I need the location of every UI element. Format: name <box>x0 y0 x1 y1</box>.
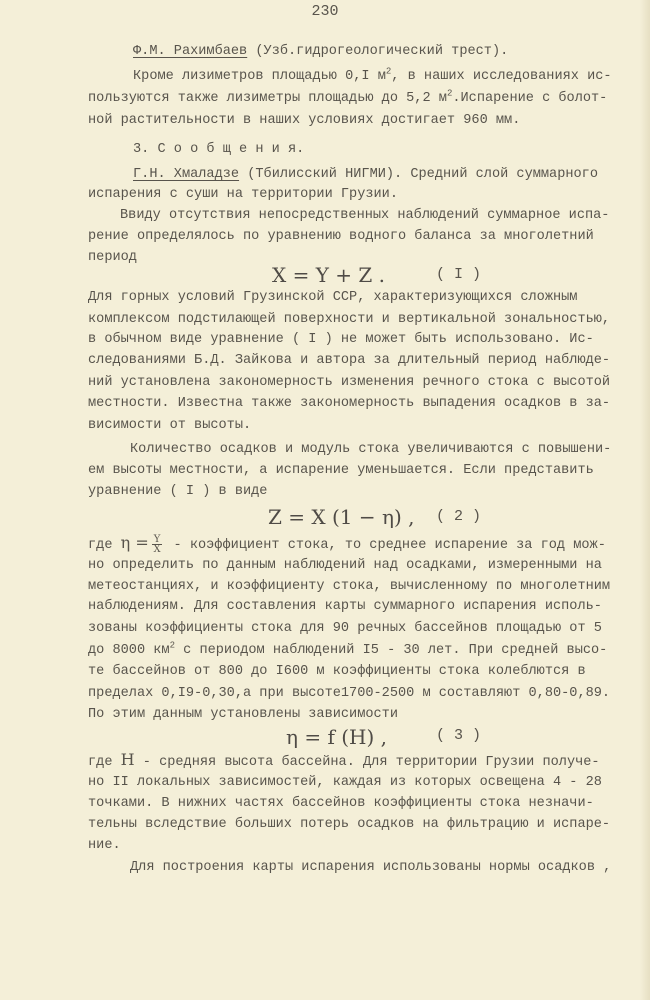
text-line: Для горных условий Грузинской ССР, характеризующихся сложным <box>88 290 578 305</box>
text-line: метеостанциях, и коэффициенту стока, вычисленному по многолетним <box>88 579 611 594</box>
text-line <box>88 535 606 553</box>
text-fragment: .Испарение с болот- <box>452 91 608 106</box>
text-line: но II локальных зависимостей, каждая из которых освещена 4 - 28 <box>88 775 602 790</box>
report-title: (Тбилисский НИГМИ). Средний слой суммарного <box>239 167 598 182</box>
text-line <box>88 642 607 660</box>
text-line: испарения с суши на территории Грузии. <box>88 187 398 202</box>
text-line: рение определялось по уравнению водного баланса за многолетний <box>88 229 594 244</box>
text-fragment: Кроме лизиметров площадью 0,I м <box>133 69 386 84</box>
text-line: пределах 0,I9-0,30,а при высоте1700-2500 м составляют 0,80-0,89. <box>88 686 611 701</box>
text-line: точками. В нижних частях бассейнов коэффициенты стока незначи- <box>88 796 594 811</box>
text-fragment: где <box>88 755 113 770</box>
text-fragment: где <box>88 538 113 554</box>
text-line: уравнение ( I ) в виде <box>88 484 268 499</box>
text-line: ной растительности в наших условиях достигает 960 мм. <box>88 113 521 128</box>
text-line: но определить по данным наблюдений над осадками, измеренными на <box>88 558 602 573</box>
text-line: те бассейнов от 800 до I600 м коэффициенты стока колеблются в <box>88 664 586 679</box>
author-name: Ф.М. Рахимбаев <box>133 44 248 59</box>
eta-symbol: η = <box>120 533 149 553</box>
formula-2: Z = X (1 − η) , <box>268 505 415 529</box>
text-line: в обычном виде уравнение ( I ) не может быть использовано. Ис- <box>88 332 594 347</box>
text-line: местности. Известна также закономерность выпадения осадков в за- <box>88 396 611 411</box>
text-fragment: - коэффициент стока, то среднее испарение за год мож- <box>173 538 606 554</box>
text-fragment: - средняя высота бассейна. Для территории Грузии получе- <box>134 755 600 770</box>
text-line: комплексом подстилающей поверхности и вертикальной зональностью, <box>88 312 611 327</box>
superscript: 2 <box>385 66 392 77</box>
affiliation: (Узб.гидрогеологический трест). <box>247 44 509 59</box>
report-heading-rakhimbaev <box>133 43 508 61</box>
formula-1-number: ( I ) <box>436 266 482 283</box>
report-heading-khmaladze <box>133 166 598 184</box>
page-edge-shadow <box>640 0 650 1000</box>
formula-3-number: ( 3 ) <box>436 727 482 744</box>
formula-3: η = f (H) , <box>286 725 387 749</box>
text-line: ний установлена закономерность изменения речного стока с высотой <box>88 375 611 390</box>
text-line: Для построения карты испарения использованы нормы осадков , <box>130 860 612 875</box>
fraction-numerator: Y <box>153 534 161 545</box>
formula-2-number: ( 2 ) <box>436 508 482 525</box>
text-line: зованы коэффициенты стока для 90 речных бассейнов площадью от 5 <box>88 621 602 636</box>
page-number: 230 <box>311 3 339 20</box>
text-line: период <box>88 250 137 265</box>
fraction-denominator: X <box>153 544 161 555</box>
text-line: Ввиду отсутствия непосредственных наблюдений суммарное испа- <box>120 208 610 223</box>
text-line: ние. <box>88 838 121 853</box>
formula-1: X = Y + Z . <box>272 263 385 287</box>
text-line: Количество осадков и модуль стока увеличиваются с повышени- <box>130 442 612 457</box>
section-heading: 3. С о о б щ е н и я. <box>133 142 305 157</box>
text-line <box>88 752 600 770</box>
superscript: 2 <box>446 88 453 99</box>
runoff-fraction <box>152 535 163 554</box>
text-line <box>133 68 612 86</box>
text-fragment: до 8000 км <box>88 643 170 658</box>
text-line <box>88 90 607 108</box>
text-fragment: , в наших исследованиях ис- <box>391 69 612 84</box>
text-line: висимости от высоты. <box>88 418 252 433</box>
superscript: 2 <box>169 640 175 651</box>
text-line: ем высоты местности, а испарение уменьшается. Если представить <box>88 463 594 478</box>
text-line: тельны вследствие больших потерь осадков на фильтрацию и испаре- <box>88 817 611 832</box>
text-line: По этим данным установлены зависимости <box>88 707 398 722</box>
text-fragment: пользуются также лизиметры площадью до 5,2 м <box>88 91 447 106</box>
text-fragment: с периодом наблюдений I5 - 30 лет. При средней высо- <box>174 643 608 658</box>
text-line: следованиями Б.Д. Зайкова и автора за длительный период наблюде- <box>88 353 611 368</box>
author-name: Г.Н. Хмаладзе <box>133 167 240 182</box>
text-line: наблюдениям. Для составления карты суммарного испарения исполь- <box>88 599 602 614</box>
height-symbol: H <box>120 750 135 769</box>
